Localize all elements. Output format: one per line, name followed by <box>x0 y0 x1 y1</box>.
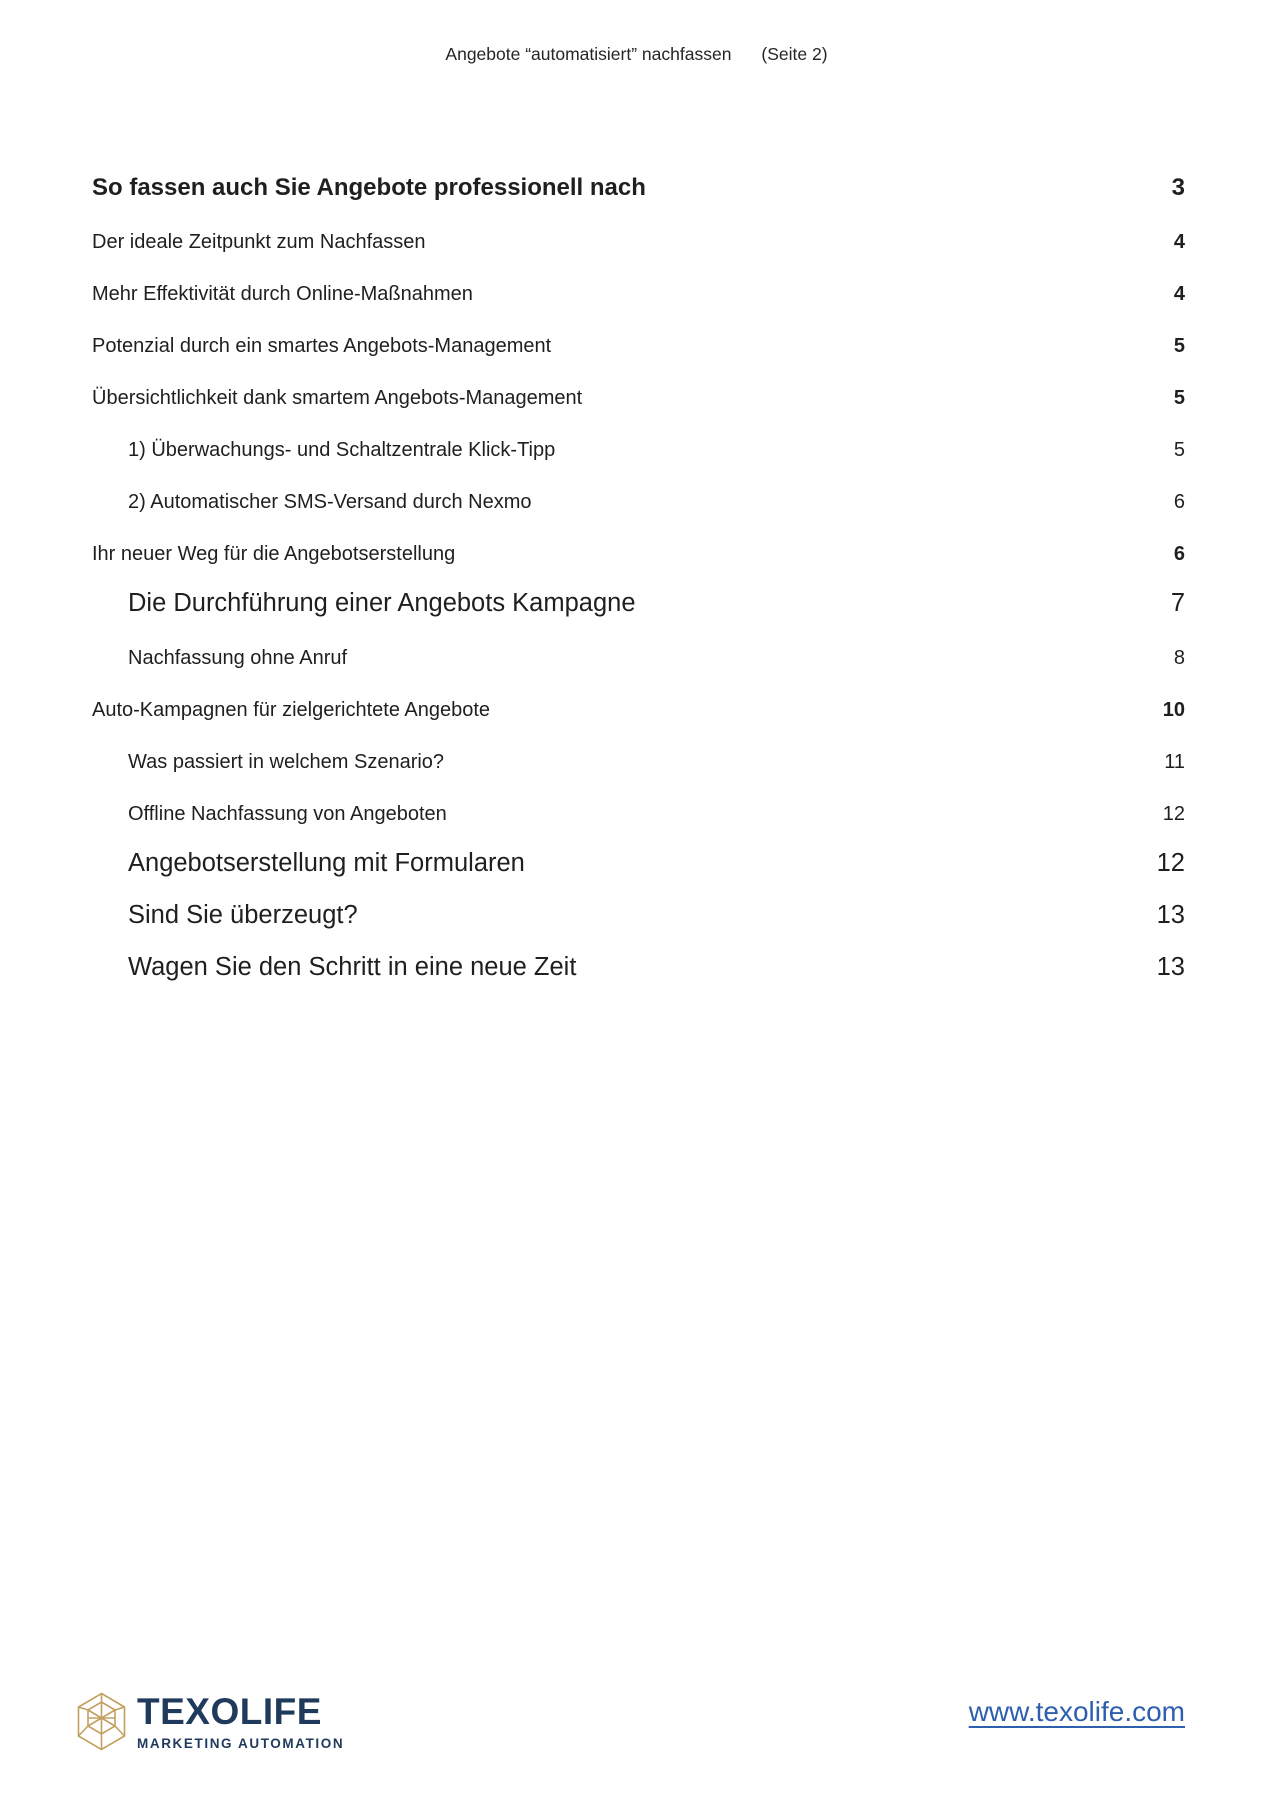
table-of-contents <box>92 150 1185 982</box>
brand-tagline: MARKETING AUTOMATION <box>137 1735 345 1751</box>
toc-entry-label: 2) Automatischer SMS-Versand durch Nexmo <box>128 491 532 513</box>
toc-entry-page-number: 10 <box>1162 699 1185 721</box>
toc-entry-page-number: 3 <box>1171 174 1185 201</box>
toc-entry[interactable] <box>92 254 1185 306</box>
toc-entry-page-number: 6 <box>1173 491 1185 513</box>
toc-entry-label: Ihr neuer Weg für die Angebotserstellung <box>92 543 456 565</box>
texolife-logo <box>77 1692 344 1751</box>
toc-entry-label: Angebotserstellung mit Formularen <box>128 849 525 877</box>
toc-entry-page-number: 5 <box>1173 335 1185 357</box>
toc-entry[interactable] <box>92 202 1185 254</box>
toc-entry[interactable] <box>92 150 1185 202</box>
toc-entry-label: Nachfassung ohne Anruf <box>128 647 348 669</box>
toc-entry-page-number: 4 <box>1173 231 1185 253</box>
toc-entry-label: Wagen Sie den Schritt in eine neue Zeit <box>128 953 577 981</box>
toc-entry-page-number: 7 <box>1170 589 1185 617</box>
toc-entry-label: 1) Überwachungs- und Schaltzentrale Klick-Tipp <box>128 439 556 461</box>
toc-entry[interactable] <box>92 878 1185 930</box>
toc-entry[interactable] <box>92 930 1185 982</box>
toc-entry[interactable] <box>92 774 1185 826</box>
toc-entry[interactable] <box>92 462 1185 514</box>
toc-entry-page-number: 13 <box>1156 901 1185 929</box>
toc-entry-label: Sind Sie überzeugt? <box>128 901 358 929</box>
toc-entry[interactable] <box>92 306 1185 358</box>
toc-entry[interactable] <box>92 514 1185 566</box>
toc-entry-label: Offline Nachfassung von Angeboten <box>128 803 447 825</box>
toc-entry[interactable] <box>92 410 1185 462</box>
toc-entry-page-number: 5 <box>1173 439 1185 461</box>
page-header <box>0 44 1273 65</box>
toc-entry-page-number: 13 <box>1156 953 1185 981</box>
toc-entry[interactable] <box>92 670 1185 722</box>
toc-entry-label: So fassen auch Sie Angebote professionell nach <box>92 174 646 201</box>
toc-entry-page-number: 6 <box>1173 543 1185 565</box>
toc-entry[interactable] <box>92 618 1185 670</box>
toc-entry-label: Die Durchführung einer Angebots Kampagne <box>128 589 636 617</box>
header-page-label: (Seite 2) <box>761 44 828 64</box>
texolife-hexagon-icon <box>77 1692 126 1751</box>
toc-entry-label: Was passiert in welchem Szenario? <box>128 751 445 773</box>
toc-entry-label: Übersichtlichkeit dank smartem Angebots-Management <box>92 387 583 409</box>
toc-entry[interactable] <box>92 826 1185 878</box>
brand-name: TEXOLIFE <box>137 1690 322 1732</box>
toc-entry-page-number: 5 <box>1173 387 1185 409</box>
toc-entry-page-number: 8 <box>1173 647 1185 669</box>
toc-entry[interactable] <box>92 566 1185 618</box>
toc-entry-label: Potenzial durch ein smartes Angebots-Management <box>92 335 552 357</box>
toc-entry[interactable] <box>92 358 1185 410</box>
website-link[interactable]: www.texolife.com <box>968 1696 1185 1727</box>
texolife-logo-text <box>137 1690 345 1751</box>
toc-entry-page-number: 12 <box>1156 849 1185 877</box>
toc-entry-page-number: 12 <box>1162 803 1185 825</box>
toc-entry-label: Der ideale Zeitpunkt zum Nachfassen <box>92 231 426 253</box>
toc-entry[interactable] <box>92 722 1185 774</box>
toc-entry-page-number: 11 <box>1164 751 1185 773</box>
toc-entry-label: Auto-Kampagnen für zielgerichtete Angebote <box>92 699 491 721</box>
toc-entry-label: Mehr Effektivität durch Online-Maßnahmen <box>92 283 473 305</box>
header-title: Angebote “automatisiert” nachfassen <box>445 44 732 64</box>
toc-entry-page-number: 4 <box>1173 283 1185 305</box>
